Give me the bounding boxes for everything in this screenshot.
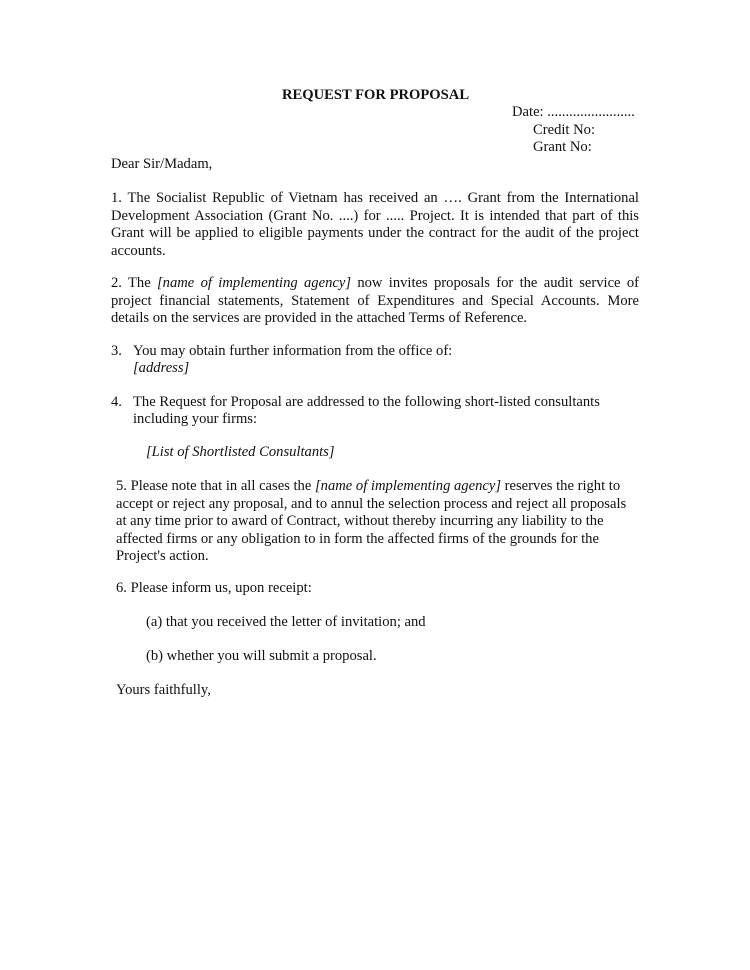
paragraph-3-number: 3. <box>111 343 122 359</box>
paragraph-4-line-2: including your firms: <box>133 411 258 427</box>
paragraph-2 <box>111 275 639 328</box>
paragraph-1: 1. The Socialist Republic of Vietnam has received an …. Grant from the International Development Association (Grant No. ....) for ..... Project. It is intended that part of this Grant will be applied to eligible payments under the contract for the audit of the project accounts. <box>111 190 639 259</box>
address-placeholder: [address] <box>133 360 190 376</box>
paragraph-3-text: You may obtain further information from the office of: <box>133 343 453 359</box>
paragraph-2-prefix: 2. The <box>111 275 157 291</box>
paragraph-6: 6. Please inform us, upon receipt: <box>116 580 312 596</box>
closing: Yours faithfully, <box>116 682 211 698</box>
implementing-agency-placeholder-2: [name of implementing agency] <box>314 478 502 494</box>
paragraph-5-suffix: reserves the right to accept or reject any proposal, and to annul the selection process and reject all proposals at any time prior to award of Contract, without thereby incurring any liability to the affected firms or any obligation to in form the affected firms of the grounds for the Project's action. <box>116 478 627 564</box>
shortlisted-consultants-placeholder: [List of Shortlisted Consultants] <box>146 444 335 460</box>
document-title: REQUEST FOR PROPOSAL <box>282 87 470 103</box>
paragraph-5-prefix: 5. Please note that in all cases the <box>116 478 315 494</box>
salutation: Dear Sir/Madam, <box>111 156 213 172</box>
paragraph-6-item-b: (b) whether you will submit a proposal. <box>146 648 377 664</box>
paragraph-5 <box>116 478 636 566</box>
grant-number-line: Grant No: <box>533 139 592 155</box>
paragraph-4-line-1: The Request for Proposal are addressed to the following short-listed consultants <box>133 394 600 410</box>
paragraph-4-number: 4. <box>111 394 122 410</box>
paragraph-6-item-a: (a) that you received the letter of invitation; and <box>146 614 426 630</box>
paragraph-2-suffix: now invites proposals for the audit service of project financial statements, Statement of Expenditures and Special Accounts. More details on the services are provided in the attached Terms of Reference. <box>111 275 639 327</box>
implementing-agency-placeholder: [name of implementing agency] <box>157 275 352 291</box>
credit-number-line: Credit No: <box>533 122 596 138</box>
date-line: Date: ........................ <box>512 104 635 120</box>
